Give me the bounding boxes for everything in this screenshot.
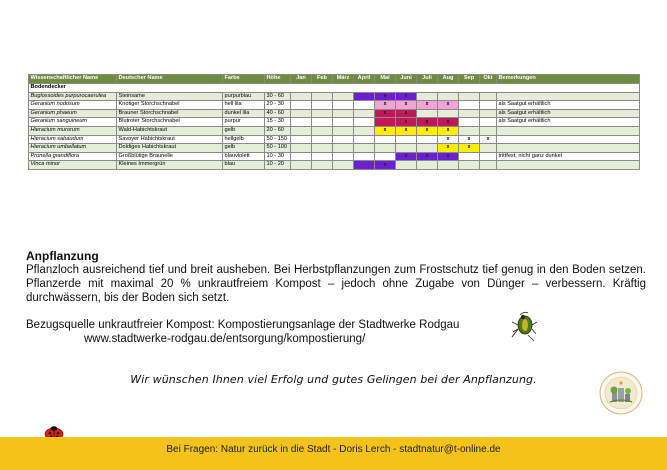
bloom-month-cell — [291, 152, 312, 161]
bloom-month-cell — [312, 135, 333, 144]
bloom-month-cell — [354, 161, 375, 170]
bloom-month-cell: x — [438, 118, 459, 127]
height-cell: 15 - 30 — [265, 118, 291, 127]
bloom-month-cell: x — [417, 118, 438, 127]
footer-contact: Bei Fragen: Natur zurück in die Stadt - Doris Lerch - stadtnatur@t-online.de — [166, 444, 501, 455]
scientific-name-cell: Prunella grandiflora — [29, 152, 117, 161]
bloom-month-cell — [459, 118, 480, 127]
bloom-month-cell: x — [396, 101, 417, 110]
bloom-month-cell — [480, 161, 497, 170]
bloom-month-cell — [354, 126, 375, 135]
bloom-month-cell — [333, 135, 354, 144]
column-header: April — [354, 75, 375, 84]
bloom-month-cell — [417, 135, 438, 144]
bloom-month-cell: x — [375, 109, 396, 118]
bloom-month-cell — [333, 109, 354, 118]
bloom-month-cell — [480, 109, 497, 118]
column-header: Jan — [291, 75, 312, 84]
flower-color-cell: dunkel lila — [223, 109, 265, 118]
bloom-month-cell — [459, 152, 480, 161]
scientific-name-cell: Geranium nodosum — [29, 101, 117, 110]
bloom-month-cell: x — [396, 92, 417, 101]
column-header: Bemerkungen — [497, 75, 640, 84]
scientific-name-cell: Buglossoides purpurocaerulea — [29, 92, 117, 101]
bloom-month-cell: x — [375, 101, 396, 110]
planting-paragraph: Pflanzloch ausreichend tief und breit ausheben. Bei Herbstpflanzungen zum Frostschutz tief genug in den Boden setzen. Pflanzerde mit maximal 20 % unkrautfreiem Kompost – jedoch ohne Zugabe von Dünger – verbessern. Kräftig durchwässern, bis der Boden sich setzt. — [26, 264, 646, 304]
bloom-month-cell: x — [438, 126, 459, 135]
remark-cell: als Saatgut erhältlich — [497, 109, 640, 118]
bloom-month-cell — [417, 161, 438, 170]
column-header: Sep — [459, 75, 480, 84]
scientific-name-cell: Geranium sanguineum — [29, 118, 117, 127]
height-cell: 50 - 100 — [265, 144, 291, 153]
bloom-month-cell — [354, 118, 375, 127]
bloom-month-cell — [375, 118, 396, 127]
bloom-month-cell: x — [417, 152, 438, 161]
bloom-month-cell: x — [438, 152, 459, 161]
bloom-month-cell: x — [480, 135, 497, 144]
bloom-month-cell — [354, 152, 375, 161]
scientific-name-cell: Hieracium umbellatum — [29, 144, 117, 153]
bloom-month-cell: x — [417, 101, 438, 110]
city-nature-badge-logo — [598, 370, 644, 416]
height-cell: 20 - 60 — [265, 126, 291, 135]
bloom-month-cell — [438, 92, 459, 101]
german-name-cell: Savoyer Habichtskraut — [117, 135, 223, 144]
table-row — [29, 161, 640, 170]
bloom-month-cell: x — [459, 144, 480, 153]
height-cell: 50 - 150 — [265, 135, 291, 144]
bloom-month-cell — [459, 126, 480, 135]
table-row — [29, 126, 640, 135]
bloom-month-cell — [333, 126, 354, 135]
column-header: März — [333, 75, 354, 84]
bloom-month-cell — [291, 161, 312, 170]
bloom-month-cell — [312, 92, 333, 101]
bloom-month-cell — [480, 92, 497, 101]
footer-bar — [0, 437, 667, 470]
bloom-month-cell — [438, 109, 459, 118]
bloom-month-cell: x — [438, 135, 459, 144]
bloom-month-cell — [459, 92, 480, 101]
table-row — [29, 118, 640, 127]
bloom-month-cell — [291, 144, 312, 153]
column-header: Wissenschaftlicher Name — [29, 75, 117, 84]
bloom-month-cell — [312, 118, 333, 127]
bloom-month-cell — [396, 161, 417, 170]
flower-color-cell: blau — [223, 161, 265, 170]
german-name-cell: Steinsame — [117, 92, 223, 101]
remark-cell — [497, 161, 640, 170]
bloom-month-cell — [459, 101, 480, 110]
flower-color-cell: hellgelb — [223, 135, 265, 144]
bloom-month-cell — [291, 92, 312, 101]
table-row — [29, 101, 640, 110]
bloom-month-cell — [333, 101, 354, 110]
bloom-month-cell — [312, 152, 333, 161]
height-cell: 40 - 60 — [265, 109, 291, 118]
bloom-month-cell — [417, 109, 438, 118]
bloom-month-cell — [375, 144, 396, 153]
bloom-month-cell — [354, 135, 375, 144]
bloom-month-cell: x — [459, 135, 480, 144]
bloom-month-cell — [480, 118, 497, 127]
bloom-month-cell: x — [438, 101, 459, 110]
bloom-month-cell — [333, 152, 354, 161]
german-name-cell: Brauner Storchschnabel — [117, 109, 223, 118]
flower-color-cell: gelb — [223, 126, 265, 135]
bloom-month-cell: x — [396, 118, 417, 127]
bloom-month-cell — [375, 135, 396, 144]
column-header: Höhe — [265, 75, 291, 84]
bloom-month-cell — [375, 152, 396, 161]
bloom-month-cell: x — [396, 109, 417, 118]
bloom-month-cell — [354, 144, 375, 153]
remark-cell: als Saatgut erhältlich — [497, 118, 640, 127]
bloom-month-cell — [396, 144, 417, 153]
german-name-cell: Knotiger Storchschnabel — [117, 101, 223, 110]
bloom-month-cell: x — [396, 152, 417, 161]
bloom-month-cell — [417, 92, 438, 101]
compost-url[interactable]: www.stadtwerke-rodgau.de/entsorgung/kompostierung/ — [84, 333, 366, 345]
column-header: Feb — [312, 75, 333, 84]
flower-color-cell: blauviolett — [223, 152, 265, 161]
bloom-month-cell — [312, 109, 333, 118]
height-cell: 30 - 60 — [265, 92, 291, 101]
bloom-month-cell — [354, 101, 375, 110]
bloom-month-cell — [312, 101, 333, 110]
german-name-cell: Blutroter Storchschnabel — [117, 118, 223, 127]
german-name-cell: Großblütige Braunelle — [117, 152, 223, 161]
group-label: Bodendecker — [29, 84, 640, 93]
column-header: Juni — [396, 75, 417, 84]
table-row — [29, 92, 640, 101]
remark-cell — [497, 92, 640, 101]
bloom-month-cell — [354, 92, 375, 101]
table-row — [29, 144, 640, 153]
table-group-row — [29, 84, 640, 93]
table-row — [29, 152, 640, 161]
height-cell: 10 - 20 — [265, 161, 291, 170]
bloom-month-cell — [396, 135, 417, 144]
bloom-month-cell — [417, 144, 438, 153]
table-header-row — [29, 75, 640, 84]
column-header: Farbe — [223, 75, 265, 84]
bloom-month-cell — [480, 101, 497, 110]
bloom-month-cell — [333, 144, 354, 153]
bloom-month-cell: x — [375, 92, 396, 101]
bloom-month-cell — [480, 144, 497, 153]
height-cell: 20 - 30 — [265, 101, 291, 110]
table-row — [29, 109, 640, 118]
bloom-month-cell — [312, 144, 333, 153]
height-cell: 10 - 30 — [265, 152, 291, 161]
bloom-month-cell — [312, 161, 333, 170]
remark-cell — [497, 144, 640, 153]
german-name-cell: Kleines Immergrün — [117, 161, 223, 170]
bloom-month-cell — [291, 101, 312, 110]
bloom-month-cell — [333, 161, 354, 170]
column-header: Mai — [375, 75, 396, 84]
bloom-month-cell — [480, 126, 497, 135]
scientific-name-cell: Geranium phaeum — [29, 109, 117, 118]
plant-table — [28, 74, 640, 170]
bloom-month-cell: x — [375, 161, 396, 170]
bloom-month-cell — [480, 152, 497, 161]
column-header: Juli — [417, 75, 438, 84]
table-row — [29, 135, 640, 144]
beetle-illustration — [506, 307, 540, 343]
bloom-month-cell — [459, 109, 480, 118]
remark-cell: trittfest, nicht ganz dunkel — [497, 152, 640, 161]
bloom-month-cell: x — [375, 126, 396, 135]
bloom-month-cell — [459, 161, 480, 170]
column-header: Aug — [438, 75, 459, 84]
compost-source: Bezugsquelle unkrautfreier Kompost: Kompostierungsanlage der Stadtwerke Rodgau — [26, 319, 460, 331]
closing-wish: Wir wünschen Ihnen viel Erfolg und gutes Gelingen bei der Anpflanzung. — [130, 373, 537, 386]
planting-section — [26, 249, 646, 305]
bloom-month-cell — [438, 161, 459, 170]
bloom-month-cell — [291, 109, 312, 118]
remark-cell — [497, 126, 640, 135]
flower-color-cell: gelb — [223, 144, 265, 153]
german-name-cell: Wald-Habichtskraut — [117, 126, 223, 135]
scientific-name-cell: Hieracium murorum — [29, 126, 117, 135]
column-header: Okt — [480, 75, 497, 84]
bloom-month-cell — [333, 118, 354, 127]
flower-color-cell: purpur — [223, 118, 265, 127]
bloom-month-cell — [354, 109, 375, 118]
bloom-month-cell — [333, 92, 354, 101]
remark-cell: als Saatgut erhältlich — [497, 101, 640, 110]
bloom-month-cell — [291, 126, 312, 135]
bloom-month-cell: x — [438, 144, 459, 153]
bloom-month-cell — [312, 126, 333, 135]
flower-color-cell: hell lila — [223, 101, 265, 110]
bloom-month-cell — [291, 135, 312, 144]
remark-cell — [497, 135, 640, 144]
bloom-month-cell: x — [417, 126, 438, 135]
bloom-month-cell — [291, 118, 312, 127]
column-header: Deutscher Name — [117, 75, 223, 84]
german-name-cell: Doldiges Habichtskraut — [117, 144, 223, 153]
bloom-month-cell: x — [396, 126, 417, 135]
flower-color-cell: purpurblau — [223, 92, 265, 101]
planting-heading: Anpflanzung — [26, 249, 99, 263]
scientific-name-cell: Hieracium sabaudum — [29, 135, 117, 144]
scientific-name-cell: Vinca minor — [29, 161, 117, 170]
